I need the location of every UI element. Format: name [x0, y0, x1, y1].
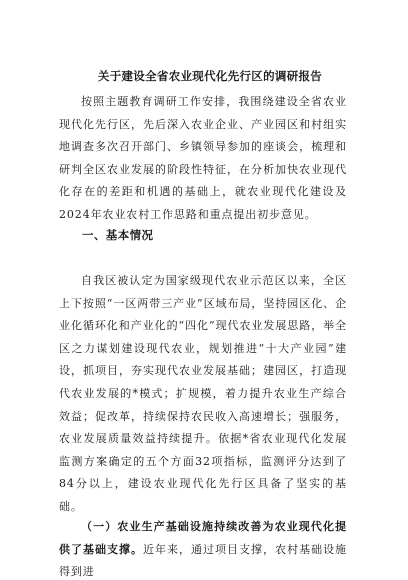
basic-situation-paragraph: 自我区被认定为国家级现代农业示范区以来，全区上下按照“一区两带三产业”区域布局，坚持园区化、企业化循环化和产业化的“四化”现代农业发展思路，举全区之力谋划建设现代农业，规划推进“十大产业园”建设，抓项目，夯实现代农业发展基础；建园区，打造现代农业发展的*模式；扩规模，着力提升农业生产综合效益；促改革，持续保持农民收入高速增长；强服务，农业发展质量效益持续提升。依据*省农业现代化发展监测方案确定的五个方面32项指标，监测评分达到了 84分以上，建设农业现代化先行区具备了坚实的基础。	[59, 274, 347, 513]
section-heading-basic-situation: 一、基本情况	[82, 228, 154, 242]
document-title: 关于建设全省农业现代化先行区的调研报告	[97, 69, 323, 83]
subsection-heading: （一）农业生产基础设施持续改善为农业现代化提供了基础支撑。	[59, 520, 347, 556]
subsection-paragraph	[59, 516, 347, 580]
intro-paragraph: 按照主题教育调研工作安排，我围绕建设全省农业现代化先行区，先后深入农业企业、产业园区和村组实地调查多次召开部门、乡镇领导参加的座谈会，梳理和研判全区农业发展的阶段性特征，在分析加快农业现代化存在的差距和机遇的基础上，就农业现代化建设及2024年农业农村工作思路和重点提出初步意见。	[59, 95, 347, 221]
subsection-text: 近年来，通过项目支撑，农村基础设施得到进	[59, 542, 347, 579]
